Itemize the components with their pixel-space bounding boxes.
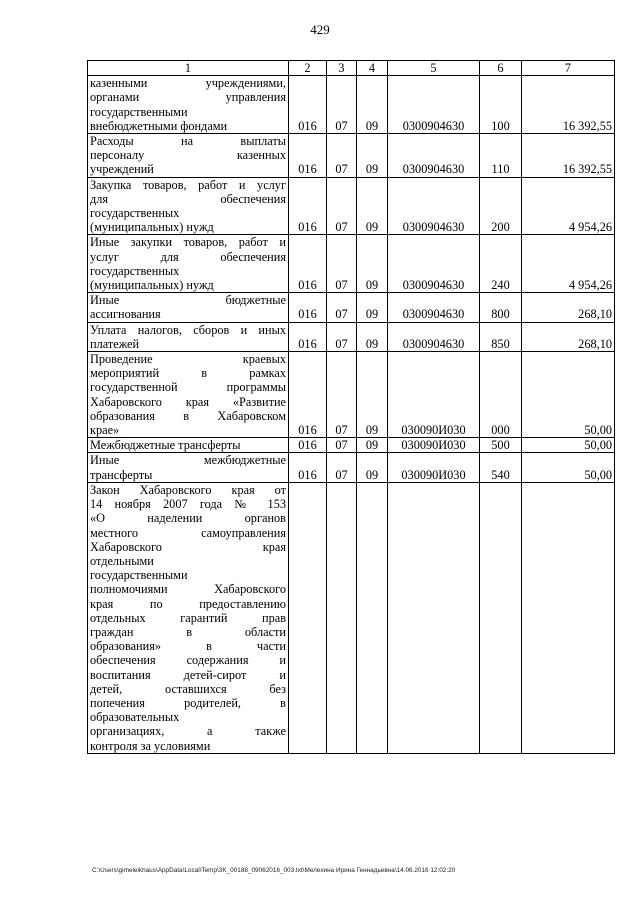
row-name-line: обеспечения содержания и <box>90 653 286 668</box>
subsection-code-cell: 09 <box>357 177 388 235</box>
row-name-line: учреждений <box>90 162 154 177</box>
row-name-cell <box>88 322 289 351</box>
table-row <box>88 76 615 134</box>
row-name-line: Закон Хабаровского края от <box>90 482 286 497</box>
expense-type-cell: 110 <box>480 134 522 178</box>
ministry-code-cell <box>289 482 327 753</box>
row-name-cell <box>88 352 289 438</box>
subsection-code-cell: 09 <box>357 352 388 438</box>
row-name-line: полномочиями Хабаровского <box>90 582 286 597</box>
row-name-line: платежей <box>90 336 140 351</box>
row-name-line: крае» <box>90 423 120 438</box>
table-row <box>88 134 615 178</box>
table-row <box>88 438 615 453</box>
subsection-code-cell: 09 <box>357 322 388 351</box>
section-code-cell: 07 <box>327 438 357 453</box>
row-name-line: образования в Хабаровском <box>90 408 286 423</box>
target-article-cell: 0300904630 <box>388 177 480 235</box>
expense-type-cell: 850 <box>480 322 522 351</box>
row-name-cell <box>88 438 289 453</box>
file-path-footer: C:\Users\gimeleikhaus\AppData\Local\Temp\3K_00188_09062016_003.txt\Мелехина Ирина Геннадьевна\14.06.2016 12:02:20 <box>92 867 456 874</box>
expense-type-cell: 800 <box>480 293 522 322</box>
row-name-line: организациях, а также <box>90 724 286 739</box>
table-row <box>88 235 615 293</box>
expense-type-cell: 240 <box>480 235 522 293</box>
row-name-cell <box>88 293 289 322</box>
row-name-line: образования» в части <box>90 639 286 654</box>
section-code-cell <box>327 482 357 753</box>
row-name-line: казенными учреждениями, <box>90 76 286 91</box>
table-header-row <box>88 61 615 76</box>
column-header: 4 <box>357 61 388 76</box>
column-header: 5 <box>388 61 480 76</box>
row-name-line: Хабаровского края «Развитие <box>90 394 286 409</box>
row-name-line: для обеспечения <box>90 191 286 206</box>
expense-type-cell: 000 <box>480 352 522 438</box>
row-name-line: государственных <box>90 206 180 221</box>
subsection-code-cell: 09 <box>357 453 388 482</box>
expense-type-cell: 200 <box>480 177 522 235</box>
row-name-line: (муниципальных) нужд <box>90 220 214 235</box>
ministry-code-cell: 016 <box>289 235 327 293</box>
subsection-code-cell: 09 <box>357 134 388 178</box>
amount-cell: 4 954,26 <box>522 235 615 293</box>
target-article-cell: 0300904630 <box>388 235 480 293</box>
row-name-line: ассигнования <box>90 307 161 322</box>
row-name-line: Иные межбюджетные <box>90 453 286 468</box>
ministry-code-cell: 016 <box>289 134 327 178</box>
budget-table <box>87 60 615 754</box>
expense-type-cell: 100 <box>480 76 522 134</box>
target-article-cell: 030090И030 <box>388 352 480 438</box>
row-name-line: Проведение краевых <box>90 352 286 367</box>
expense-type-cell: 540 <box>480 453 522 482</box>
row-name-line: государственными <box>90 568 188 583</box>
row-name-line: отдельных гарантий прав <box>90 610 286 625</box>
row-name-line: 14 ноября 2007 года № 153 <box>90 497 286 512</box>
row-name-line: органами управления <box>90 90 286 105</box>
row-name-line: образовательных <box>90 710 180 725</box>
row-name-line: отдельными <box>90 553 154 568</box>
target-article-cell: 030090И030 <box>388 453 480 482</box>
row-name-line: Расходы на выплаты <box>90 134 286 149</box>
target-article-cell: 0300904630 <box>388 134 480 178</box>
subsection-code-cell: 09 <box>357 293 388 322</box>
row-name-line: «О наделении органов <box>90 511 286 526</box>
row-name-line: внебюджетными фондами <box>90 118 228 133</box>
table-row <box>88 322 615 351</box>
subsection-code-cell: 09 <box>357 438 388 453</box>
section-code-cell: 07 <box>327 352 357 438</box>
section-code-cell: 07 <box>327 453 357 482</box>
row-name-line: Иные бюджетные <box>90 293 286 308</box>
amount-cell: 268,10 <box>522 293 615 322</box>
table-row <box>88 293 615 322</box>
row-name-line: Хабаровского края <box>90 539 286 554</box>
target-article-cell: 0300904630 <box>388 293 480 322</box>
row-name-line: Уплата налогов, сборов и иных <box>90 322 286 337</box>
column-header: 6 <box>480 61 522 76</box>
subsection-code-cell <box>357 482 388 753</box>
section-code-cell: 07 <box>327 177 357 235</box>
row-name-line: контроля за условиями <box>90 738 211 753</box>
page-number: 429 <box>310 22 330 37</box>
section-code-cell: 07 <box>327 293 357 322</box>
row-name-line: попечения родителей, в <box>90 695 286 710</box>
subsection-code-cell: 09 <box>357 76 388 134</box>
table-row <box>88 453 615 482</box>
row-name-line: местного самоуправления <box>90 525 286 540</box>
column-header: 7 <box>522 61 615 76</box>
section-code-cell: 07 <box>327 322 357 351</box>
row-name-cell <box>88 453 289 482</box>
row-name-line: мероприятий в рамках <box>90 366 286 381</box>
amount-cell: 268,10 <box>522 322 615 351</box>
table-row <box>88 482 615 753</box>
section-code-cell: 07 <box>327 235 357 293</box>
table-body <box>88 76 615 754</box>
row-name-line: Закупка товаров, работ и услуг <box>90 177 286 192</box>
row-name-line: государственной программы <box>90 380 286 395</box>
amount-cell: 50,00 <box>522 453 615 482</box>
row-name-line: воспитания детей-сирот и <box>90 667 286 682</box>
ministry-code-cell: 016 <box>289 352 327 438</box>
table-row <box>88 352 615 438</box>
section-code-cell: 07 <box>327 76 357 134</box>
target-article-cell <box>388 482 480 753</box>
row-name-line: трансферты <box>90 467 153 482</box>
ministry-code-cell: 016 <box>289 322 327 351</box>
row-name-line: услуг для обеспечения <box>90 249 286 264</box>
column-header: 3 <box>327 61 357 76</box>
row-name-cell <box>88 235 289 293</box>
section-code-cell: 07 <box>327 134 357 178</box>
row-name-line: (муниципальных) нужд <box>90 278 214 293</box>
target-article-cell: 030090И030 <box>388 438 480 453</box>
row-name-line: края по предоставлению <box>90 596 286 611</box>
column-header: 1 <box>88 61 289 76</box>
target-article-cell: 0300904630 <box>388 322 480 351</box>
row-name-cell <box>88 134 289 178</box>
amount-cell: 50,00 <box>522 438 615 453</box>
column-header: 2 <box>289 61 327 76</box>
ministry-code-cell: 016 <box>289 76 327 134</box>
ministry-code-cell: 016 <box>289 293 327 322</box>
amount-cell: 50,00 <box>522 352 615 438</box>
row-name-line: персоналу казенных <box>90 148 286 163</box>
expense-type-cell: 500 <box>480 438 522 453</box>
row-name-cell <box>88 177 289 235</box>
row-name-line: детей, оставшихся без <box>90 681 286 696</box>
expense-type-cell <box>480 482 522 753</box>
row-name-line: государственными <box>90 104 188 119</box>
amount-cell: 16 392,55 <box>522 134 615 178</box>
ministry-code-cell: 016 <box>289 453 327 482</box>
target-article-cell: 0300904630 <box>388 76 480 134</box>
row-name-line: Иные закупки товаров, работ и <box>90 235 286 250</box>
row-name-cell <box>88 76 289 134</box>
row-name-line: Межбюджетные трансферты <box>90 438 241 453</box>
amount-cell <box>522 482 615 753</box>
row-name-cell <box>88 482 289 753</box>
table-row <box>88 177 615 235</box>
ministry-code-cell: 016 <box>289 438 327 453</box>
row-name-line: государственных <box>90 263 180 278</box>
amount-cell: 16 392,55 <box>522 76 615 134</box>
subsection-code-cell: 09 <box>357 235 388 293</box>
amount-cell: 4 954,26 <box>522 177 615 235</box>
ministry-code-cell: 016 <box>289 177 327 235</box>
row-name-line: граждан в области <box>90 624 286 639</box>
